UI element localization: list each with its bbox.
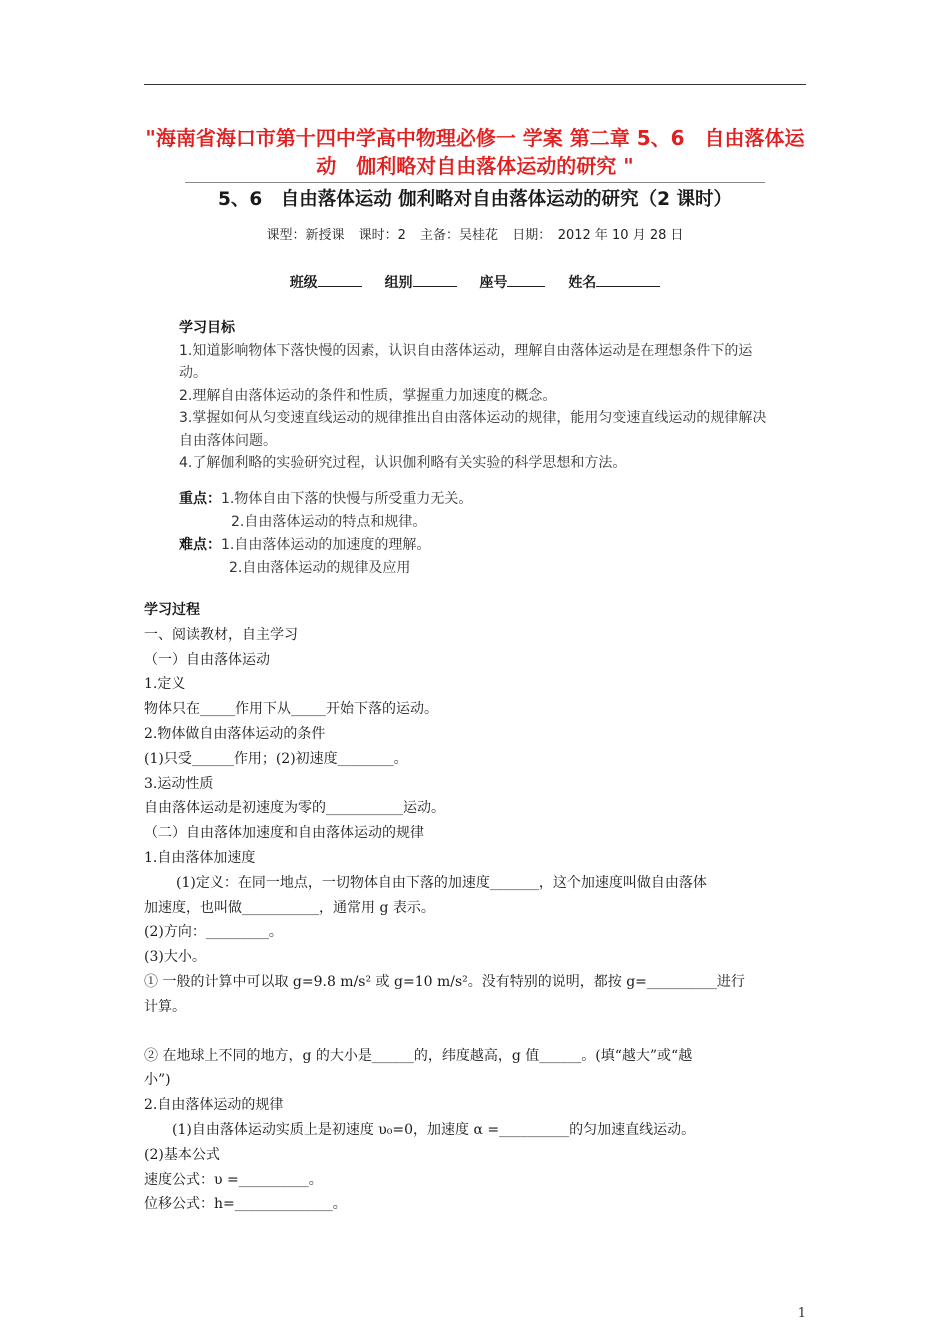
section-heading: （二）自由落体加速度和自由落体运动的规律 [144, 825, 424, 842]
condition-heading: 2.物体做自由落体运动的条件 [144, 725, 326, 742]
definition-heading: 1.定义 [144, 676, 186, 693]
seat-field[interactable]: 座号 [479, 275, 545, 291]
nature-text: 自由落体运动是初速度为零的___________运动。 [144, 800, 445, 817]
magnitude-heading: (3)大小。 [144, 949, 206, 966]
acceleration-definition: (1)定义：在同一地点，一切物体自由下落的加速度_______，这个加速度叫做自由落体 [176, 874, 707, 891]
difficulty-point: 2.自由落体运动的规律及应用 [229, 559, 411, 576]
objective-item: 1.知道影响物体下落快慢的因素，认识自由落体运动，理解自由落体运动是在理想条件下的运动。 [179, 342, 753, 381]
law-heading: 2.自由落体运动的规律 [144, 1097, 284, 1114]
title-underline [185, 182, 765, 183]
acceleration-definition-cont: 加速度，也叫做___________，通常用 g 表示。 [144, 899, 435, 916]
class-field[interactable]: 班级 [290, 275, 362, 291]
meta-hours: 课时：2 [358, 228, 406, 243]
part-heading: 一、阅读教材，自主学习 [144, 626, 298, 643]
key-point: 2.自由落体运动的特点和规律。 [231, 513, 427, 530]
document-title: "海南省海口市第十四中学高中物理必修一 学案 第二章 5、6 自由落体运动 伽利略对自由落体运动的研究 " [145, 126, 805, 178]
objective-item: 2.理解自由落体运动的条件和性质，掌握重力加速度的概念。 [179, 387, 557, 404]
objectives-heading: 学习目标 [179, 320, 235, 336]
formula-heading: (2)基本公式 [144, 1146, 220, 1163]
key-points [179, 488, 779, 580]
magnitude-item-2-cont: 小”) [144, 1072, 171, 1089]
learning-objectives [179, 317, 779, 580]
process-heading: 学习过程 [144, 602, 200, 618]
learning-process [144, 598, 806, 1217]
nature-heading: 3.运动性质 [144, 775, 214, 792]
displacement-formula: 位移公式：h=______________。 [144, 1196, 347, 1213]
meta-date: 日期： 2012 年 10 月 28 日 [512, 228, 684, 243]
meta-author: 主备：吴桂花 [420, 228, 499, 243]
meta-type: 课型：新授课 [266, 228, 345, 243]
section-heading: （一）自由落体运动 [144, 651, 270, 668]
lesson-meta [144, 226, 806, 246]
lesson-subtitle: 5、6 自由落体运动 伽利略对自由落体运动的研究（2 课时） [217, 189, 732, 210]
difficulty-label: 难点： [179, 536, 221, 553]
header-rule [144, 84, 806, 85]
page-number: 1 [797, 1306, 806, 1321]
magnitude-item-1-cont: 计算。 [144, 998, 186, 1015]
velocity-formula: 速度公式：υ =__________。 [144, 1171, 323, 1188]
magnitude-item-1: ① 一般的计算中可以取 g=9.8 m/s² 或 g=10 m/s²。没有特别的说明，都按 g=__________进行 [144, 973, 745, 990]
definition-text: 物体只在_____作用下从_____开始下落的运动。 [144, 701, 438, 718]
objective-item: 3.掌握如何从匀变速直线运动的规律推出自由落体运动的规律，能用匀变速直线运动的规律解决自由落体问题。 [179, 410, 767, 449]
difficulty-point: 1.自由落体运动的加速度的理解。 [221, 536, 431, 553]
condition-text: (1)只受______作用；(2)初速度________。 [144, 750, 408, 767]
acceleration-heading: 1.自由落体加速度 [144, 849, 256, 866]
direction-text: (2)方向：_________。 [144, 924, 283, 941]
group-field[interactable]: 组别 [385, 275, 457, 291]
student-fields [144, 272, 806, 294]
key-label: 重点： [179, 490, 221, 507]
name-field[interactable]: 姓名 [568, 275, 660, 291]
objective-item: 4.了解伽利略的实验研究过程，认识伽利略有关实验的科学思想和方法。 [179, 455, 627, 471]
law-item: (1)自由落体运动实质上是初速度 υ₀=0，加速度 α =__________的匀加速直线运动。 [172, 1121, 696, 1138]
magnitude-item-2: ② 在地球上不同的地方，g 的大小是______的，纬度越高，g 值______。(填“越大”或“越 [144, 1047, 693, 1064]
key-point: 1.物体自由下落的快慢与所受重力无关。 [221, 490, 473, 507]
